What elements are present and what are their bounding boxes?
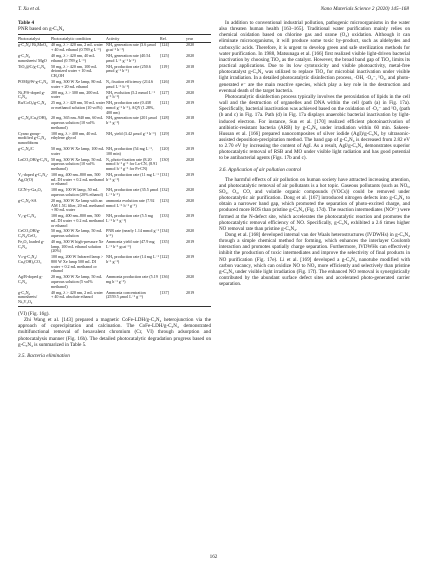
table-cell: [121] [160, 100, 169, 106]
table-row [18, 158, 211, 173]
table-cell: 2019 [186, 291, 211, 307]
table-caption-text: PNR based on g-C₃N₄ [18, 26, 65, 33]
table-cell: g-C₃N₄ nanosheets/ MgO [18, 53, 47, 63]
table-row [18, 291, 211, 307]
table-cell: [133] [160, 213, 169, 219]
table-cell: g-C₃N₄/C [18, 146, 34, 152]
table-cell: [134] [160, 228, 169, 234]
table-cell: 50 mg, λ > 420 nm, 100 mL deionized water + 10 mL CH₃OH [51, 63, 97, 79]
table-cell: g-C₃N₄-SA [18, 197, 37, 203]
table-row [18, 173, 211, 188]
table-row [18, 101, 211, 116]
column-header: Photocatalytic condition [51, 35, 106, 43]
table-row [18, 116, 211, 131]
table-cell: g-C₃N₄/ Bi₂MoO₆ [18, 42, 48, 48]
table-row [18, 199, 211, 214]
table-cell: 2020 [186, 156, 195, 162]
table-cell: TiO₂@C/g-C₃N₄ [18, 63, 46, 69]
section-heading-bacteria: 3.5. Bacteria elimination [18, 352, 70, 359]
table-cell: 30 mg, 300 W Xe lamp, 80 mL water + 20 mL ethanol [51, 78, 102, 89]
table-cell: Ammonia concentration (2559.5 μmol L⁻¹ g⁻¹) [106, 291, 160, 307]
table-cell: 2020 [186, 228, 195, 234]
table-cell: 40 mg, λ > 420 nm, 2 mL water + 40 mL absolute ethanol [51, 291, 106, 307]
table-row [18, 214, 211, 229]
table-cell: Cyano group-modified g-C₃N₄ nanoribbons [18, 130, 46, 146]
table-row [18, 132, 211, 147]
left-continuation: (VI) (Fig. 16g). [18, 310, 50, 317]
table-cell: [135] [160, 239, 169, 245]
header-journal: Nano Materials Science 2 (2020) 145–168 [320, 6, 409, 12]
table-cell: 2020 [186, 187, 195, 193]
column-header: year [186, 35, 211, 43]
table-cell: GCN-y-Ga₂O₃ [18, 187, 43, 193]
table-cell: g-C₃N₄ nanosheets/ Ni₃V₂O₈ [18, 291, 51, 307]
table-cell: 2019 [186, 213, 195, 219]
table-cell: Ammonia yield rate (47.9 mg L⁻¹ h⁻¹ gcat⁻¹) [106, 239, 155, 249]
table-cell: PNR rate (nearly 1.14 mmol g⁻¹ h⁻¹) [106, 228, 159, 239]
table-row [18, 240, 211, 255]
table-cell: 2020 [186, 53, 195, 59]
table-cell: 100 mg, 200 W Infrared lamp > 800 W Xe lamp 500 mL DI water + 0.2 mL methanol or ethanol [51, 254, 104, 274]
table-cell: 50 mg, 300 W Xe lamp, 100 mL water [51, 146, 105, 156]
table-cell: NH₃ production rate (250.6 μmol g⁻¹ h⁻¹) [106, 63, 151, 74]
column-header: Photocatalyst [18, 35, 51, 43]
table-cell: V₂-doped g-C₃N₄-Ag₂O(O) [18, 171, 49, 182]
table-cell: 100 mg, 100 W lamp, 50 mL aqueous solution (20% ethanol) [51, 187, 103, 197]
table-cell: 200 mg, λ > 300 nm, 200 mL water [51, 89, 99, 100]
column-header: Ref. [160, 35, 186, 43]
table-cell: [130] [160, 156, 169, 162]
table-row [18, 275, 211, 290]
table-cell: [136] [160, 274, 169, 280]
table-cell: 50 mg, 300 W Xe lamp, 50 mL aqueous solution (10 vol% methanol) [51, 156, 102, 172]
paragraph: In addition to conventional industrial pollution, pathogenic microorganisms in the water also threaten human health [163–165]. Traditional water purification mainly relies on chemical oxidation based on chlorine gas and ozone (O₃) oxidation. Although it can eliminate microorganisms, it will produce some toxic by-product, such as aldehydes and carboxylic acids. Therefore, it is urgent to develop green and safe sterilization methods for water purification. In 1988, Matsunaga et al. [166] first realized visible light-driven bacterial inactivation by choosing TiO₂ as the catalyst. However, the broad band gap of TiO₂ limits its practical applications. Due to its low cytotoxicity and visible photoactivity, metal-free photocatalyst g-C₃N₄ was utilized to replace TiO₂ for microbial inactivation under visible light irradiation. In a detailed photocatalytic disinfection process, ·OH, ·O₂⁻, ¹O₂, and photo-generated e⁻ are the main reactive species, which play a key role in the destruction and eventual death of the target bacteria. [219, 20, 410, 94]
paragraph: The harmful effects of air pollution on human society have attracted increasing attention, and photocatalytic removal of air pollutants is a hot topic. Gaseous pollutants (such as NOₓ, SO₂, O₃, CO, and volatile organic compounds (VOCs)) could be removed under photocatalytic air purification. Dong et al. [167] introduced nitrogen defects into g-C₃N₄ to obtain a narrower band gap, which promoted the separation of photo-excited charge, and produced more ROS than pristine g-C₃N₄ (Fig. 17d). The reaction intermediates (NO²⁻) were formed at the N-defect site, which accelerates the photocatalytic reaction and promotes the photocatalytic removal efficiency of NO. Specifically, g-C₃N₄ exhibited a 2.6 times higher NO removal rate than pristine g-C₃N₄. [219, 176, 410, 232]
right-column [219, 20, 410, 287]
left-column [18, 20, 211, 363]
table-cell: 20 mg, 365 nm–940 nm, 60 mL aqueous solution (10 vol% methanol) [51, 115, 103, 130]
table-cell: Ni₂P/S-doped g-C₃N₄ [18, 89, 46, 100]
table-cell: g-C₃N₄/Cu₂(OH)₂ [18, 115, 48, 121]
table-cell: NH₃ production rate (35.5 μmol L⁻¹ h⁻¹) [106, 187, 159, 197]
table-cell: NH₃ generation rate (40.54 μmol L⁻¹ g⁻¹ h⁻¹) [106, 53, 151, 63]
table-cell: [119] [160, 63, 169, 69]
table-cell: 25 mg, λ > 420 nm, 50 mL water or methanol solution (10 vol%) [51, 100, 105, 110]
table-cell: 50 mg, 300 W Xe lamp, 50 mL aqueous solution [51, 228, 102, 239]
table-cell: Ag/B-doped g-C₃N₄ [18, 274, 43, 285]
table-cell: NH₃ yield (3.42 μmol g⁻¹ h⁻¹) [106, 130, 156, 136]
table-cell: V₂-g-C₃N₄ [18, 213, 36, 219]
table-cell: [125] [160, 53, 169, 59]
table-cell: ammonia evolution rate (7.92 mmol L⁻¹ h⁻¹ g⁻¹) [106, 197, 155, 208]
table-cell: [137] [160, 291, 186, 307]
table-cell: NH₃ generation rate (201 μmol h⁻¹ g⁻¹) [106, 115, 157, 126]
table-cell: Vₙ-g-C₃N₄/ Cu₂(OH)₂CO₃ [18, 254, 42, 265]
table-cell: NH₃ production rate (14 mg L⁻¹ h⁻¹ g⁻¹) [106, 254, 159, 265]
table-cell: NH₃ production (54 mg L⁻¹, 100 min) [106, 146, 153, 156]
table-cell: 2019 [186, 171, 195, 177]
table-cell: LnCO₃OH/g-C₃N₄ [18, 156, 49, 162]
page-number: 162 [209, 554, 218, 560]
page-header [18, 6, 409, 16]
table-cell: NH₃ production rate (5.5 mg L⁻¹ h⁻¹ g⁻¹) [106, 213, 154, 223]
table-caption-label: Table 4 [18, 20, 35, 26]
table-cell: 100 mg, 400 nm–800 nm, 500 mL DI water + 0.2 mL methanol or ethanol [51, 213, 105, 228]
table-cell: 100 mg, 400 nm–800 nm, 500 mL DI water + 0.2 mL methanol or ethanol [51, 171, 105, 187]
pnr-table [18, 34, 211, 307]
table-cell: [120] [160, 146, 169, 152]
table-cell: [123] [160, 197, 169, 203]
table-cell: Fe₂O₃ loaded g-C₃N₄ [18, 239, 45, 249]
table-cell: CeCO₃OH/g-C₃N₄/CeO₂ [18, 228, 41, 239]
table-cell: [131] [160, 171, 169, 177]
table-cell: Ru/CoOₓ/g-C₃N₄ [18, 100, 46, 106]
table-cell: NH₃ evolution (5.2 mmol L⁻¹ g⁻¹ h⁻¹) [106, 89, 155, 100]
section-heading-air: 3.6. Application of air pollution control [219, 166, 301, 173]
table-cell: N₂ photo-fixation rate (8.20 mmol h⁻¹ g⁻¹ for La-CN, (8.91 mmol h⁻¹ g⁻¹ for Pr-CN) [106, 156, 158, 172]
table-cell: Ammonia production rate (5.19 mg h⁻¹ g⁻¹) [106, 274, 158, 285]
table-cell: [132] [160, 187, 169, 193]
table-cell: 40 mg, λ > 420 nm, 40 mL ethanol (0.789 g L⁻¹) [51, 53, 95, 63]
header-authors: T. Xu et al. [18, 6, 41, 12]
table-cell: 2019 [186, 254, 195, 260]
table-cell: NH₃ production rate (11 mg L⁻¹ h⁻¹ g⁻¹) [106, 171, 159, 182]
table-cell: N₂ fixation efficiency (214.6 μmol L⁻¹ h⁻¹) [106, 78, 154, 89]
table-cell: 20 mg, 300 W Xe lamp, 50 mL aqueous solution (5 vol% methanol) [51, 274, 102, 289]
table-cell: 2020 [186, 274, 195, 280]
table-cell: NH₃ generation rate (3.6 μmol gcat⁻¹ h⁻¹) [106, 42, 156, 53]
table-cell: 100 mg, λ > 400 nm, 40 mL ethylene glycol [51, 130, 97, 141]
table-cell: 2019 [186, 130, 195, 136]
table-cell: 2020 [186, 197, 195, 203]
table-cell: 20 mg, 300 W Xe lamp with an AM 1.5G filter, 20 mL methanol + 80 mL water [51, 197, 105, 213]
table-cell: 2019 [186, 146, 195, 152]
table-cell: [129] [160, 130, 169, 136]
table-cell: [127] [160, 89, 169, 95]
left-paragraph: Zhi Wang et al. [143] prepared a magnetic CoFe-LDH/g-C₃N₄ heterojunction via the approach of coprecipitation and calcination. The CoFe-LDH/g-C₃N₄ demonstrated multifunctional removal of hexavalent chromium (Cr, VI) through adsorption and photocatalysis manner (Fig. 16h). The detailed photocatalytic degradation progress based on g-C₃N₄ is summarized in Table 5. [18, 317, 211, 348]
table-cell: NH₃ production rate (0.438 mmol g⁻¹ h⁻¹), AQY (1.28%, 400 nm) [106, 100, 155, 115]
table-cell: [122] [160, 254, 169, 260]
table-cell: 2019 [186, 239, 195, 245]
table-cell: 2018 [186, 63, 195, 69]
table-body [18, 43, 211, 306]
table-cell: [124] [160, 42, 169, 48]
paragraph: Photocatalytic disinfection process typically involves the peroxidation of lipids in the cell wall and the destruction of organelles and DNA within the cell (path (a) in Fig. 17a). Specifically, bacterial inactivation was achieved based on the oxidation of ·O₂⁻ and ¹O₂ (path (b and c) in Fig. 17a. Path (d) in Fig. 17a displays anaerobic bacterial inactivation by light-induced electron. For instance, Sun et al. [170] realized efficient photoinactivation of antibiotic-resistant bacteria (ARB) by g-C₃N₄ under irradiation within 60 min. Sakeen-Hussan et al. [166] prepared nanocomposites of silver iodide (AgI)/g-C₃N₄ by ultrasonic-assisted deposition-precipitation method. The band gap of g-C₃N₄ is decreased from 2.82 eV to 2.70 eV by increasing the content of AgI. As a result, AgI/g-C₃N₄ demonstrates superior photocatalytic removal of RSB and MO under visible light radiation and has good potential to be antibacterial agents (Figs. 17b and c). [219, 93, 410, 162]
table-cell: 40 mg, λ > 420 nm, 2 mL water + 40 mL ethanol (0.789 g L⁻¹) [51, 42, 103, 53]
table-row [18, 255, 211, 275]
table-cell: 2020 [186, 89, 195, 95]
paragraph: Dong et al. [168] developed internal van der Waals heterostructures (IVDWHs) in g-C₃N₄ through a simple chemical method for forming, which enhances the interlayer Coulomb interaction and promotes spatially charge separation. Furthermore, IVDWHs can effectively inhibit the production of toxic intermediates and improve the selectivity of final products in NO purification (Fig. 17e). Li et al. [169] developed a g-C₃N₄ nanotube modified with carbon vacancy, which can oxidize NO to NO₃ more efficiently and selectively than pristine g-C₃N₄ under visible light irradiation (Fig. 17f). The enhanced NO removal is synergistically contributed by the abundant surface defect sites and accelerated photo-generated carrier separation. [219, 232, 410, 288]
table-cell: 2019 [186, 78, 195, 84]
table-cell: [128] [160, 115, 169, 121]
table-cell: 40 mg, 300 W high-pressure Xe lamp, 100 mL ethanol solution (20%) [51, 239, 104, 254]
table-cell: POM@W-g-C₃N₄ [18, 78, 48, 84]
table-cell: 2018 [186, 115, 195, 121]
table-cell: [126] [160, 78, 169, 84]
table-cell: 2020 [186, 42, 195, 48]
table-cell: 2019 [186, 100, 195, 106]
table-row [18, 80, 211, 91]
column-header: Activity [106, 35, 160, 43]
table-row [18, 65, 211, 80]
